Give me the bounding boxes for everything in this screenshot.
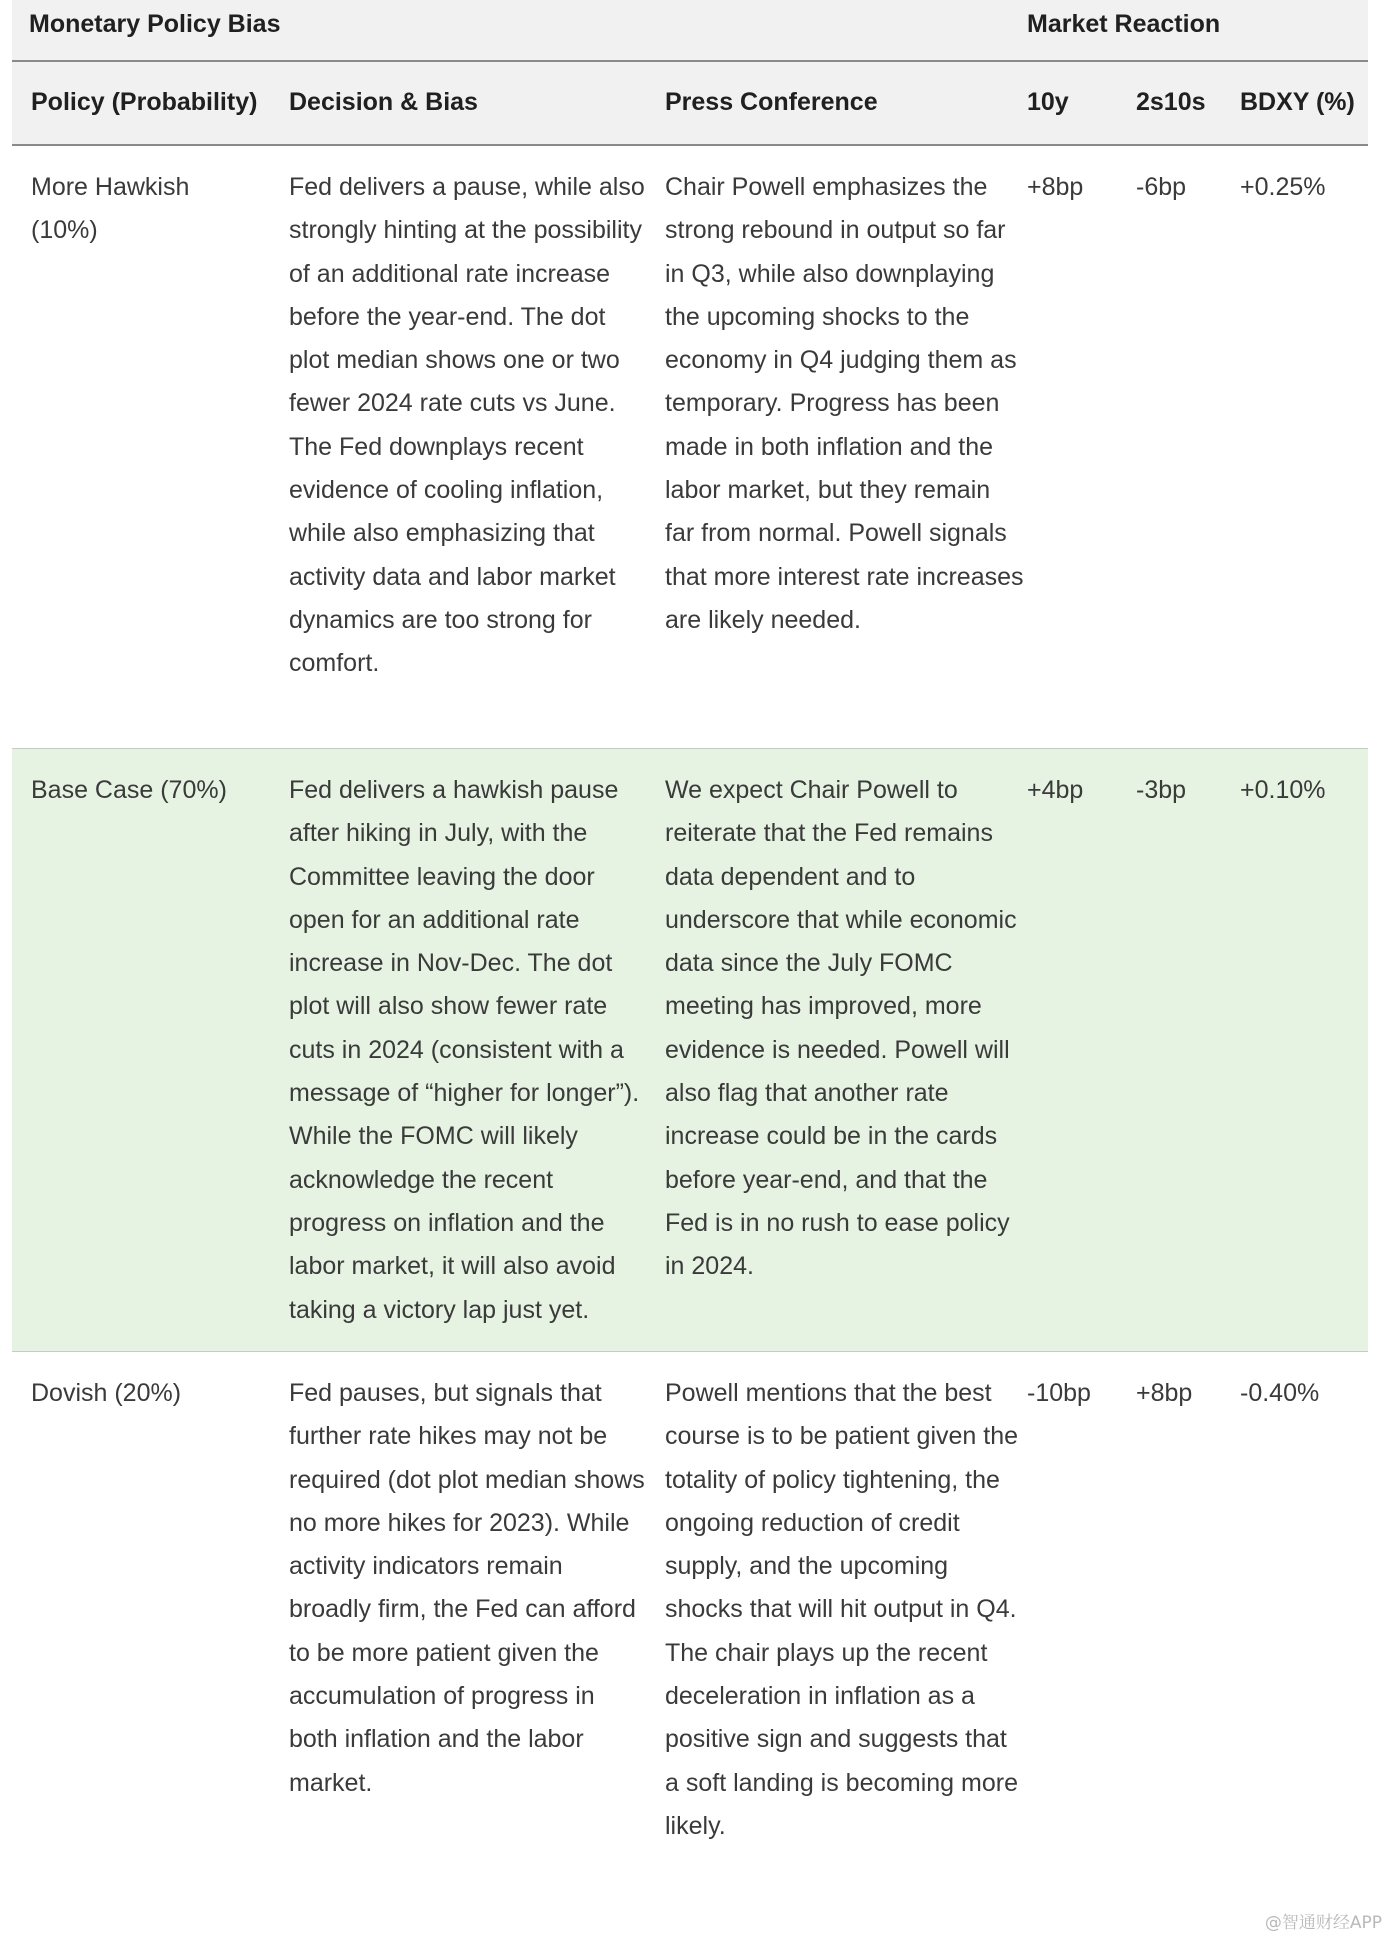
policy-cell: More Hawkish (10%) <box>31 173 190 245</box>
bdxy-cell: +0.10% <box>1240 776 1326 804</box>
policy-cell: Dovish (20%) <box>31 1379 182 1407</box>
decision-cell: Fed delivers a hawkish pause after hiking in July, with the Committee leaving the door open for an additional rate increase in Nov-Dec. The dot plot will also show fewer rate cuts in 2024 (consistent with a message of “higher for longer”). While the FOMC will likely acknowledge the recent progress on inflation and the labor market, it will also avoid taking a victory lap just yet. <box>289 776 640 1324</box>
ten-year-cell: -10bp <box>1027 1379 1091 1407</box>
twos-tens-cell: -3bp <box>1136 776 1187 804</box>
col-header-10y: 10y <box>1027 88 1069 116</box>
bdxy-cell: +0.25% <box>1240 173 1326 201</box>
bdxy-cell: -0.40% <box>1240 1379 1320 1407</box>
press-conference-cell: Chair Powell emphasizes the strong rebound in output so far in Q3, while also downplaying the upcoming shocks to the economy in Q4 judging them as temporary. Progress has been made in both inflation and the labor market, but they remain far from normal. Powell signals that more interest rate increases are likely needed. <box>665 173 1024 634</box>
policy-scenario-table <box>12 0 1368 1932</box>
table-row-base-case <box>12 749 1368 1352</box>
col-header-decision: Decision & Bias <box>289 88 478 116</box>
column-header-row <box>12 62 1368 146</box>
ten-year-cell: +8bp <box>1027 173 1084 201</box>
market-reaction-header: Market Reaction <box>1027 10 1221 38</box>
monetary-policy-bias-header: Monetary Policy Bias <box>29 10 281 38</box>
decision-cell: Fed delivers a pause, while also strongly hinting at the possibility of an additional rate increase before the year-end. The dot plot median shows one or two fewer 2024 rate cuts vs June. The Fed downplays recent evidence of cooling inflation, while also emphasizing that activity data and labor market dynamics are too strong for comfort. <box>289 173 645 678</box>
policy-cell: Base Case (70%) <box>31 776 227 804</box>
col-header-policy: Policy (Probability) <box>31 88 258 116</box>
watermark-text: @智通财经APP <box>1264 1913 1382 1933</box>
press-conference-cell: We expect Chair Powell to reiterate that the Fed remains data dependent and to underscore that while economic data since the July FOMC meeting has improved, more evidence is needed. Powell will also flag that another rate increase could be in the cards before year-end, and that the Fed is in no rush to ease policy in 2024. <box>665 776 1017 1281</box>
twos-tens-cell: -6bp <box>1136 173 1187 201</box>
group-header-row <box>12 0 1368 62</box>
decision-cell: Fed pauses, but signals that further rate hikes may not be required (dot plot median shows no more hikes for 2023). While activity indicators remain broadly firm, the Fed can afford to be more patient given the accumulation of progress in both inflation and the labor market. <box>289 1379 645 1797</box>
col-header-bdxy: BDXY (%) <box>1240 88 1355 116</box>
table-row-dovish <box>12 1352 1368 1932</box>
table-row-hawkish <box>12 146 1368 749</box>
ten-year-cell: +4bp <box>1027 776 1084 804</box>
col-header-2s10s: 2s10s <box>1136 88 1206 116</box>
press-conference-cell: Powell mentions that the best course is to be patient given the totality of policy tightening, the ongoing reduction of credit supply, and the upcoming shocks that will hit output in Q4. The chair plays up the recent deceleration in inflation as a positive sign and suggests that a soft landing is becoming more likely. <box>665 1379 1019 1840</box>
twos-tens-cell: +8bp <box>1136 1379 1193 1407</box>
col-header-press: Press Conference <box>665 88 878 116</box>
